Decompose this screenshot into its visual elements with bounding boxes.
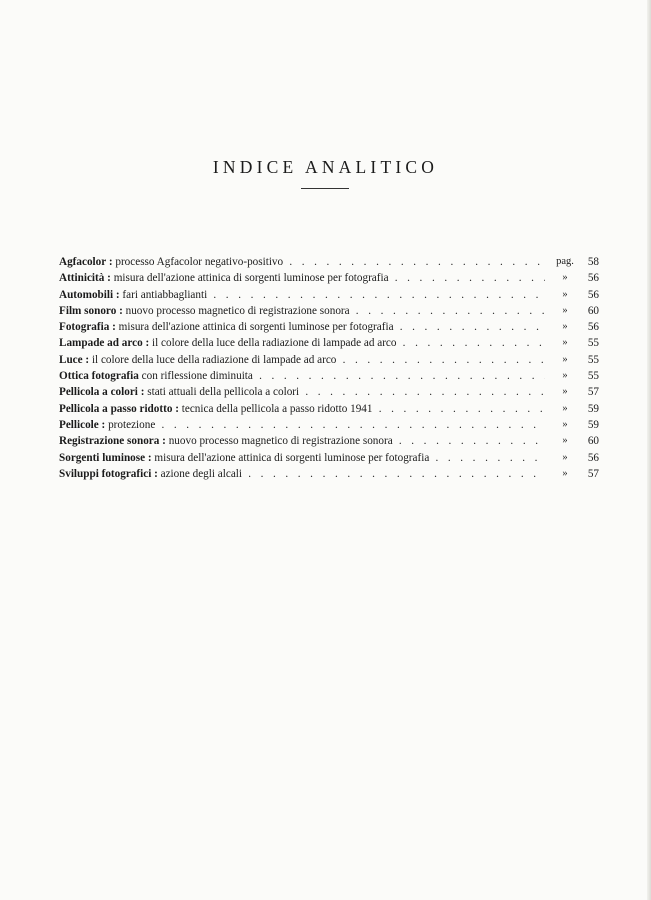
index-description: misura dell'azione attinica di sorgenti luminose per fotografia bbox=[118, 321, 394, 334]
page-reference-mark: » bbox=[562, 418, 568, 430]
index-term: Pellicola a passo ridotto : bbox=[59, 402, 179, 415]
page-number: 55 bbox=[587, 337, 599, 350]
page-reference-mark: » bbox=[562, 288, 568, 300]
page-number: 56 bbox=[587, 321, 599, 334]
index-entry bbox=[59, 270, 599, 286]
index-description: protezione bbox=[108, 418, 156, 431]
index-term: Fotografia : bbox=[59, 321, 116, 334]
page-number: 60 bbox=[587, 435, 599, 448]
index-term: Film sonoro : bbox=[59, 304, 123, 317]
page-reference-mark: » bbox=[562, 402, 568, 414]
page-number: 58 bbox=[587, 256, 599, 268]
page-reference-mark: » bbox=[562, 337, 568, 349]
index-term: Pellicole : bbox=[59, 418, 106, 431]
index-description: misura dell'azione attinica di sorgenti luminose per fotografia bbox=[113, 272, 389, 285]
index-entry bbox=[59, 254, 599, 270]
index-description: il colore della luce della radiazione di lampade ad arco bbox=[152, 337, 397, 350]
page-number: 57 bbox=[587, 386, 599, 399]
index-entry bbox=[59, 319, 599, 335]
index-term: Lampade ad arco : bbox=[59, 337, 150, 350]
page-reference-mark: » bbox=[562, 304, 568, 316]
page-title: INDICE ANALITICO bbox=[212, 157, 439, 177]
index-term: Ottica fotografia bbox=[59, 370, 139, 383]
index-term: Attinicità : bbox=[59, 272, 111, 285]
page-reference-mark: » bbox=[562, 321, 568, 333]
index-entry bbox=[59, 433, 599, 449]
page-number: 56 bbox=[587, 288, 599, 301]
index-term: Pellicola a colori : bbox=[59, 386, 145, 399]
page-edge bbox=[647, 0, 651, 900]
index-description: processo Agfacolor negativo-positivo bbox=[115, 256, 284, 268]
index-entry bbox=[59, 287, 599, 303]
page-reference-mark: » bbox=[562, 435, 568, 447]
page-reference-mark: » bbox=[562, 353, 568, 365]
page-number: 59 bbox=[587, 402, 599, 415]
index-description: misura dell'azione attinica di sorgenti luminose per fotografia bbox=[154, 451, 430, 464]
index-term: Luce : bbox=[59, 353, 90, 366]
page-number: 56 bbox=[587, 272, 599, 285]
index-term: Registrazione sonora : bbox=[59, 435, 166, 448]
index-description: stati attuali della pellicola a colori bbox=[147, 386, 300, 399]
page-reference-mark: » bbox=[562, 272, 568, 284]
page-reference-mark: » bbox=[562, 467, 568, 479]
page-number: 60 bbox=[587, 304, 599, 317]
page-reference-mark: » bbox=[562, 451, 568, 463]
page-reference-mark: » bbox=[562, 370, 568, 382]
index-entry bbox=[59, 384, 599, 400]
page-reference-mark: » bbox=[562, 386, 568, 398]
index-entry bbox=[59, 368, 599, 384]
page-number: 59 bbox=[587, 418, 599, 431]
index-entry bbox=[59, 335, 599, 351]
index-entry bbox=[59, 466, 599, 482]
index-list bbox=[59, 254, 599, 482]
page-reference-mark: pag. bbox=[556, 256, 574, 267]
index-entry bbox=[59, 401, 599, 417]
page-number: 55 bbox=[587, 353, 599, 366]
index-description: azione degli alcali bbox=[160, 467, 243, 480]
index-description: il colore della luce della radiazione di lampade ad arco bbox=[91, 353, 337, 366]
page-number: 56 bbox=[587, 451, 599, 464]
index-entry bbox=[59, 352, 599, 368]
index-description: fari antiabbaglianti bbox=[122, 288, 208, 301]
index-description: nuovo processo magnetico di registrazione sonora bbox=[168, 435, 393, 448]
index-description: nuovo processo magnetico di registrazione sonora bbox=[125, 304, 350, 317]
title-rule bbox=[301, 188, 349, 189]
index-description: tecnica della pellicola a passo ridotto 1941 bbox=[181, 402, 373, 415]
index-description: con riflessione diminuita bbox=[141, 370, 253, 383]
page-number: 55 bbox=[587, 370, 599, 383]
index-entry bbox=[59, 417, 599, 433]
index-term: Automobili : bbox=[59, 288, 120, 301]
index-term: Sorgenti luminose : bbox=[59, 451, 152, 464]
index-entry bbox=[59, 450, 599, 466]
index-term: Sviluppi fotografici : bbox=[59, 467, 158, 480]
index-term: Agfacolor : bbox=[59, 256, 113, 268]
index-entry bbox=[59, 303, 599, 319]
page-number: 57 bbox=[587, 467, 599, 480]
